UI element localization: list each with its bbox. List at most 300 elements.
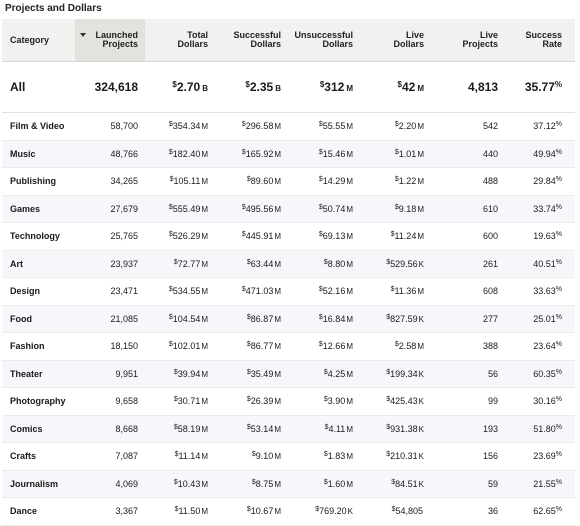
table-row[interactable] [2, 251, 575, 279]
cell-live-projects: 56 [487, 368, 498, 379]
cell-value: 35.49 [250, 368, 274, 379]
cell-live-dollars [360, 176, 431, 186]
summary-category: All [10, 80, 26, 94]
cell-unit: M [346, 259, 353, 269]
currency-symbol: $ [323, 396, 328, 404]
cell-unit: M [201, 424, 208, 434]
cell-unit: M [201, 369, 208, 379]
cell-value: 102.01 [172, 341, 201, 352]
cell-value: 63.44 [250, 258, 274, 269]
column-header-launched-projects[interactable] [75, 19, 145, 61]
cell-unsuccessful [288, 396, 360, 406]
cell-successful [215, 149, 288, 159]
currency-symbol: $ [397, 80, 402, 89]
cell-unit: M [417, 204, 424, 214]
cell-category: Theater [10, 368, 43, 379]
table-row[interactable] [2, 471, 575, 499]
cell-live-projects: 488 [482, 176, 498, 187]
currency-symbol: $ [394, 176, 399, 184]
cell-value: 51.80 [533, 423, 556, 434]
summary-success-rate-value: 35.77 [524, 80, 555, 94]
cell-value: 1.60 [327, 478, 346, 489]
cell-unsuccessful [288, 506, 360, 516]
cell-value: 40.51 [533, 258, 556, 269]
currency-symbol: $ [246, 368, 251, 376]
cell-value: 69.13 [322, 231, 346, 242]
cell-live-projects: 99 [487, 396, 498, 407]
cell-live-projects: 156 [482, 451, 498, 462]
currency-symbol: $ [319, 80, 325, 89]
cell-successful [215, 341, 288, 351]
cell-success-rate [505, 314, 569, 324]
cell-total [145, 341, 215, 351]
cell-value: 55.55 [322, 121, 346, 132]
cell-live-dollars [360, 314, 431, 324]
cell-success-rate [505, 176, 569, 186]
currency-symbol: $ [390, 231, 395, 239]
summary-successful-dollars [215, 80, 288, 94]
currency-symbol: $ [323, 451, 328, 459]
cell-value: 12.66 [322, 341, 346, 352]
cell-success-rate [505, 424, 569, 434]
cell-unit: M [417, 287, 424, 297]
currency-symbol: $ [390, 286, 395, 294]
currency-symbol: $ [391, 478, 396, 486]
summary-total-dollars [145, 80, 215, 94]
cell-live-dollars [360, 149, 431, 159]
cell-category: Music [10, 148, 36, 159]
cell-value: 1.01 [398, 148, 417, 159]
percent-symbol: % [555, 148, 562, 156]
currency-symbol: $ [173, 478, 178, 486]
currency-symbol: $ [246, 176, 251, 184]
cell-value: 4.25 [327, 368, 346, 379]
cell-value: 445.91 [245, 231, 274, 242]
cell-live-dollars [360, 369, 431, 379]
currency-symbol: $ [246, 423, 251, 431]
cell-value: 53.14 [250, 423, 274, 434]
summary-row [2, 62, 575, 113]
cell-value: 827.59 [390, 313, 418, 324]
cell-launched: 18,150 [110, 341, 138, 352]
cell-value: 526.29 [172, 231, 201, 242]
cell-value: 182.40 [172, 148, 201, 159]
cell-value: 37.12 [533, 121, 556, 132]
cell-value: 555.49 [172, 203, 201, 214]
cell-total [145, 176, 215, 186]
cell-value: 84.51 [395, 478, 418, 489]
cell-live-projects: 440 [482, 148, 498, 159]
percent-symbol: % [555, 313, 562, 321]
cell-total [145, 149, 215, 159]
cell-live-dollars [360, 341, 431, 351]
cell-unit: K [418, 424, 424, 434]
percent-symbol: % [555, 121, 562, 129]
cell-success-rate [505, 479, 569, 489]
cell-value: 931.38 [390, 423, 418, 434]
cell-value: 425.43 [390, 396, 418, 407]
summary-live-projects: 4,813 [467, 80, 498, 94]
cell-successful [215, 259, 288, 269]
currency-symbol: $ [241, 121, 246, 129]
percent-symbol: % [555, 258, 562, 266]
cell-unit: M [201, 149, 208, 159]
cell-value: 58.19 [177, 423, 201, 434]
column-header-label: Launched Projects [95, 30, 138, 49]
cell-unit: M [274, 507, 281, 517]
cell-unit: M [417, 149, 424, 159]
cell-value: 49.94 [533, 148, 556, 159]
cell-category: Film & Video [10, 121, 65, 132]
cell-unit: M [346, 149, 353, 159]
cell-success-rate [505, 369, 569, 379]
currency-symbol: $ [241, 231, 246, 239]
cell-successful [215, 231, 288, 241]
percent-symbol: % [555, 451, 562, 459]
currency-symbol: $ [318, 313, 323, 321]
column-header-label: Live Dollars [393, 30, 424, 49]
cell-value: 33.74 [533, 203, 556, 214]
cell-value: 50.74 [322, 203, 346, 214]
cell-unsuccessful [288, 176, 360, 186]
cell-unsuccessful [288, 204, 360, 214]
currency-symbol: $ [174, 506, 179, 514]
currency-symbol: $ [386, 313, 391, 321]
cell-category: Journalism [10, 478, 59, 489]
table-header [2, 19, 575, 62]
cell-value: 296.58 [245, 121, 274, 132]
table-row[interactable] [2, 168, 575, 196]
currency-symbol: $ [168, 203, 173, 211]
cell-live-dollars [360, 204, 431, 214]
cell-launched: 4,069 [115, 478, 138, 489]
cell-value: 354.34 [172, 121, 201, 132]
percent-symbol: % [555, 506, 562, 514]
cell-success-rate [505, 259, 569, 269]
cell-unit: M [346, 177, 353, 187]
currency-symbol: $ [173, 396, 178, 404]
cell-value: 9.18 [398, 203, 417, 214]
cell-unit: M [274, 122, 281, 132]
cell-unit: M [201, 259, 208, 269]
currency-symbol: $ [386, 258, 391, 266]
cell-value: 11.50 [178, 506, 201, 517]
cell-launched: 8,668 [115, 423, 138, 434]
cell-unit: M [201, 232, 208, 242]
column-header-success-rate[interactable] [505, 19, 569, 61]
cell-value: 89.60 [250, 176, 274, 187]
table-row[interactable] [2, 278, 575, 306]
currency-symbol: $ [241, 148, 246, 156]
currency-symbol: $ [173, 258, 178, 266]
cell-success-rate [505, 204, 569, 214]
cell-live-projects: 542 [482, 121, 498, 132]
currency-symbol: $ [169, 176, 174, 184]
currency-symbol: $ [168, 121, 173, 129]
cell-category: Photography [10, 396, 66, 407]
table-row[interactable] [2, 223, 575, 251]
column-header-label: Unsuccessful Dollars [294, 30, 353, 49]
cell-unit: M [417, 342, 424, 352]
sort-desc-icon [80, 33, 86, 37]
cell-unit: M [417, 232, 424, 242]
percent-symbol: % [554, 80, 562, 89]
cell-unsuccessful [288, 121, 360, 131]
cell-launched: 48,766 [110, 148, 138, 159]
cell-unit: K [418, 314, 424, 324]
cell-unit: M [417, 177, 424, 187]
cell-live-dollars [360, 396, 431, 406]
column-header-live-dollars[interactable] [360, 19, 431, 61]
column-header-unsuccessful-dollars[interactable] [288, 19, 360, 61]
cell-value: 529.56 [390, 258, 418, 269]
cell-unit: M [346, 314, 353, 324]
cell-category: Technology [10, 231, 60, 242]
cell-value: 1.83 [327, 451, 346, 462]
currency-symbol: $ [318, 231, 323, 239]
currency-symbol: $ [318, 286, 323, 294]
cell-unit: M [346, 479, 353, 489]
currency-symbol: $ [386, 451, 391, 459]
cell-unit: M [274, 177, 281, 187]
cell-value: 8.75 [255, 478, 274, 489]
cell-success-rate [505, 396, 569, 406]
currency-symbol: $ [323, 478, 328, 486]
cell-unit: M [274, 452, 281, 462]
summary-live-dollars [360, 80, 431, 94]
percent-symbol: % [555, 341, 562, 349]
cell-value: 105.11 [173, 176, 201, 187]
cell-launched: 7,087 [115, 451, 138, 462]
cell-successful [215, 451, 288, 461]
cell-unsuccessful [288, 149, 360, 159]
cell-unit: M [346, 122, 353, 132]
cell-category: Design [10, 286, 41, 297]
percent-symbol: % [555, 396, 562, 404]
cell-unit: M [201, 287, 208, 297]
currency-symbol: $ [315, 506, 320, 514]
cell-unsuccessful [288, 479, 360, 489]
currency-symbol: $ [168, 148, 173, 156]
column-header-successful-dollars[interactable] [215, 19, 288, 61]
cell-unit: M [201, 204, 208, 214]
cell-live-dollars [360, 259, 431, 269]
cell-value: 30.16 [533, 396, 556, 407]
cell-launched: 9,658 [115, 396, 138, 407]
currency-symbol: $ [173, 368, 178, 376]
cell-total [145, 121, 215, 131]
cell-total [145, 506, 215, 516]
table-row[interactable] [2, 333, 575, 361]
cell-launched: 58,700 [110, 121, 138, 132]
currency-symbol: $ [251, 451, 256, 459]
column-header-category[interactable] [2, 19, 75, 61]
cell-success-rate [505, 506, 569, 516]
cell-unit: M [346, 232, 353, 242]
cell-unit: M [201, 507, 208, 517]
cell-value: 25.01 [533, 313, 556, 324]
cell-live-dollars [360, 231, 431, 241]
cell-unsuccessful [288, 341, 360, 351]
cell-unit: M [346, 397, 353, 407]
cell-successful [215, 176, 288, 186]
table-row[interactable] [2, 196, 575, 224]
cell-value: 39.94 [177, 368, 201, 379]
cell-successful [215, 424, 288, 434]
column-header-total-dollars[interactable] [145, 19, 215, 61]
cell-live-dollars [360, 451, 431, 461]
cell-category: Publishing [10, 176, 56, 187]
cell-success-rate [505, 149, 569, 159]
cell-successful [215, 479, 288, 489]
cell-value: 23.64 [533, 341, 556, 352]
cell-unit: M [417, 122, 424, 132]
column-header-label: Category [10, 34, 50, 45]
cell-value: 210.31 [390, 451, 418, 462]
cell-value: 10.67 [250, 506, 274, 517]
currency-symbol: $ [246, 341, 251, 349]
table-row[interactable] [2, 443, 575, 471]
cell-launched: 34,265 [110, 176, 138, 187]
cell-unsuccessful [288, 259, 360, 269]
currency-symbol: $ [318, 148, 323, 156]
cell-category: Dance [10, 506, 38, 517]
table-row[interactable] [2, 306, 575, 334]
table-row[interactable] [2, 141, 575, 169]
currency-symbol: $ [251, 478, 256, 486]
cell-unit: M [201, 177, 208, 187]
cell-value: 16.84 [322, 313, 346, 324]
cell-unit: M [274, 424, 281, 434]
cell-total [145, 479, 215, 489]
cell-unit: K [418, 259, 424, 269]
cell-value: 19.63 [533, 231, 556, 242]
table-row[interactable] [2, 361, 575, 389]
currency-symbol: $ [394, 148, 399, 156]
cell-live-projects: 388 [482, 341, 498, 352]
cell-unsuccessful [288, 314, 360, 324]
cell-launched: 25,765 [110, 231, 138, 242]
cell-value: 15.46 [322, 148, 346, 159]
currency-symbol: $ [318, 121, 323, 129]
cell-unit: M [274, 149, 281, 159]
summary-successful-value: 2.35 [249, 80, 274, 94]
cell-value: 1.22 [398, 176, 417, 187]
cell-total [145, 204, 215, 214]
currency-symbol: $ [318, 203, 323, 211]
percent-symbol: % [555, 368, 562, 376]
cell-value: 14.29 [322, 176, 346, 187]
cell-unsuccessful [288, 231, 360, 241]
cell-category: Art [10, 258, 23, 269]
percent-symbol: % [555, 176, 562, 184]
table-row[interactable] [2, 113, 575, 141]
cell-value: 4.11 [328, 423, 346, 434]
cell-total [145, 314, 215, 324]
cell-successful [215, 506, 288, 516]
cell-live-projects: 608 [482, 286, 498, 297]
currency-symbol: $ [168, 341, 173, 349]
cell-unit: M [274, 232, 281, 242]
cell-successful [215, 121, 288, 131]
cell-unit: M [274, 369, 281, 379]
cell-live-dollars [360, 506, 431, 516]
cell-unit: K [418, 369, 424, 379]
currency-symbol: $ [246, 313, 251, 321]
currency-symbol: $ [241, 203, 246, 211]
cell-value: 9.10 [255, 451, 274, 462]
cell-launched: 21,085 [110, 313, 138, 324]
cell-unsuccessful [288, 369, 360, 379]
currency-symbol: $ [246, 506, 251, 514]
summary-unsuccessful-value: 312 [324, 80, 345, 94]
currency-symbol: $ [323, 258, 328, 266]
column-header-label: Successful Dollars [233, 30, 281, 49]
cell-unit: K [347, 507, 353, 517]
column-header-live-projects[interactable] [431, 19, 505, 61]
cell-value: 534.55 [172, 286, 201, 297]
summary-successful-unit: B [275, 84, 281, 93]
percent-symbol: % [555, 203, 562, 211]
cell-category: Fashion [10, 341, 45, 352]
cell-value: 471.03 [245, 286, 274, 297]
cell-unit: M [201, 397, 208, 407]
percent-symbol: % [555, 423, 562, 431]
cell-live-projects: 59 [487, 478, 498, 489]
table-row[interactable] [2, 416, 575, 444]
table-row[interactable] [2, 388, 575, 416]
cell-total [145, 231, 215, 241]
cell-live-projects: 36 [487, 506, 498, 517]
cell-launched: 3,367 [115, 506, 138, 517]
cell-value: 26.39 [250, 396, 274, 407]
cell-successful [215, 369, 288, 379]
cell-unit: M [201, 479, 208, 489]
cell-live-projects: 610 [482, 203, 498, 214]
summary-unsuccessful-unit: M [346, 84, 353, 93]
cell-unit: M [274, 259, 281, 269]
cell-unit: M [346, 204, 353, 214]
cell-value: 86.77 [250, 341, 274, 352]
currency-symbol: $ [174, 451, 179, 459]
cell-live-projects: 261 [482, 258, 498, 269]
cell-successful [215, 286, 288, 296]
cell-value: 11.36 [394, 286, 417, 297]
cell-unit: K [418, 479, 424, 489]
summary-unsuccessful-dollars [288, 80, 360, 94]
cell-live-projects: 277 [482, 313, 498, 324]
cell-live-dollars [360, 286, 431, 296]
cell-live-dollars [360, 424, 431, 434]
cell-value: 23.69 [533, 451, 556, 462]
cell-value: 72.77 [177, 258, 201, 269]
column-header-label: Success Rate [525, 30, 562, 49]
currency-symbol: $ [172, 80, 177, 89]
cell-unit: M [274, 479, 281, 489]
table-row[interactable] [2, 498, 575, 526]
cell-unsuccessful [288, 424, 360, 434]
currency-symbol: $ [168, 313, 173, 321]
cell-unit: M [201, 314, 208, 324]
cell-total [145, 451, 215, 461]
cell-unit: M [274, 204, 281, 214]
currency-symbol: $ [394, 121, 399, 129]
cell-value: 60.35 [533, 368, 556, 379]
cell-success-rate [505, 286, 569, 296]
currency-symbol: $ [394, 203, 399, 211]
cell-value: 21.55 [533, 478, 556, 489]
cell-value: 86.87 [250, 313, 274, 324]
